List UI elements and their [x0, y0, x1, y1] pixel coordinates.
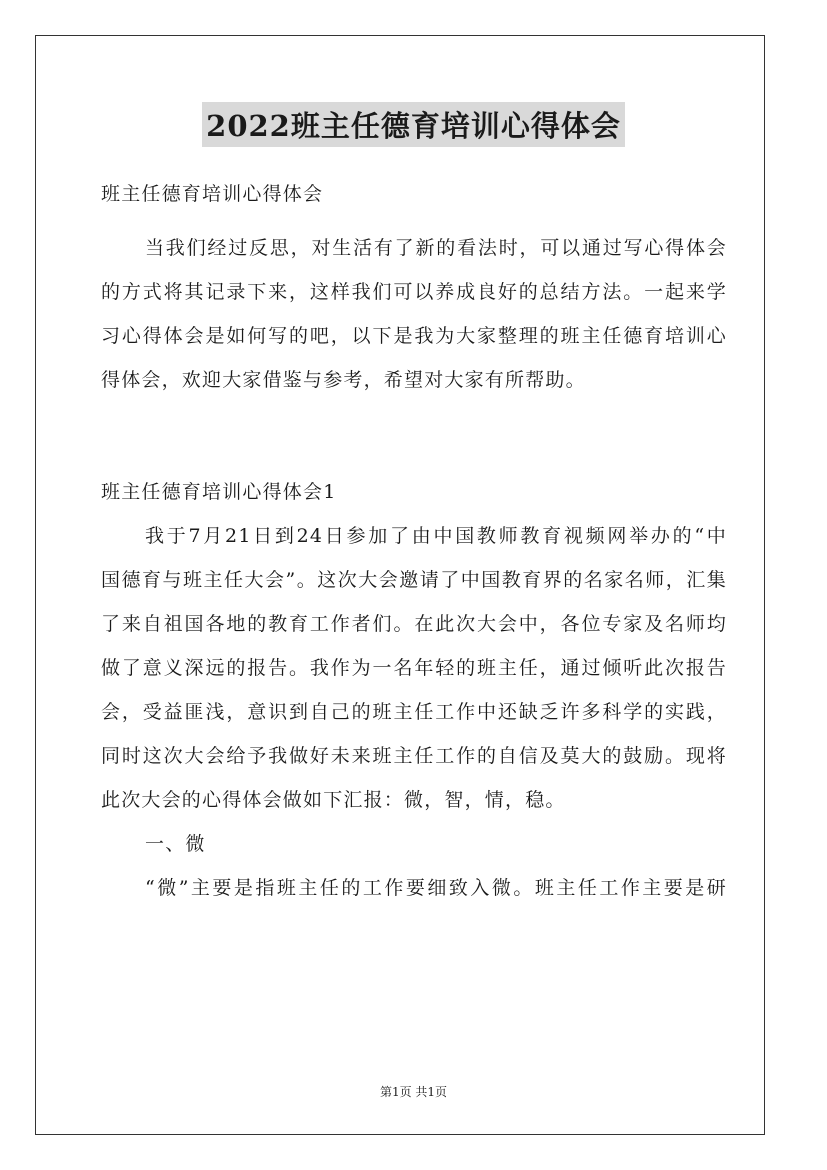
document-title: 2022班主任德育培训心得体会: [202, 102, 625, 147]
document-subtitle: 班主任德育培训心得体会: [101, 183, 324, 205]
section-line: 国德育与班主任大会”。这次大会邀请了中国教育界的名家名师，汇集: [101, 569, 727, 591]
section-heading: 班主任德育培训心得体会1: [101, 481, 337, 503]
title-container: [0, 102, 827, 147]
intro-line: 得体会，欢迎大家借鉴与参考，希望对大家有所帮助。: [101, 369, 586, 391]
section-line: 我于7月21日到24日参加了由中国教师教育视频网举办的“中: [145, 525, 727, 547]
point-heading: 一、微: [145, 833, 206, 855]
intro-line: 的方式将其记录下来，这样我们可以养成良好的总结方法。一起来学: [101, 281, 727, 303]
section-line: 做了意义深远的报告。我作为一名年轻的班主任，通过倾听此次报告: [101, 657, 727, 679]
page-number: 第1页 共1页: [379, 1085, 448, 1099]
section-line: 会，受益匪浅，意识到自己的班主任工作中还缺乏许多科学的实践，: [101, 701, 727, 723]
section-line: 同时这次大会给予我做好未来班主任工作的自信及莫大的鼓励。现将: [101, 745, 727, 767]
section-line: 了来自祖国各地的教育工作者们。在此次大会中，各位专家及名师均: [101, 613, 727, 635]
paragraph-gap: [101, 402, 727, 470]
section-line: 此次大会的心得体会做如下汇报：微，智，情，稳。: [101, 789, 566, 811]
document-body: [101, 172, 727, 910]
intro-line: 当我们经过反思，对生活有了新的看法时，可以通过写心得体会: [145, 237, 727, 259]
intro-line: 习心得体会是如何写的吧，以下是我为大家整理的班主任德育培训心: [101, 325, 727, 347]
point-line: “微”主要是指班主任的工作要细致入微。班主任工作主要是研: [145, 877, 727, 899]
